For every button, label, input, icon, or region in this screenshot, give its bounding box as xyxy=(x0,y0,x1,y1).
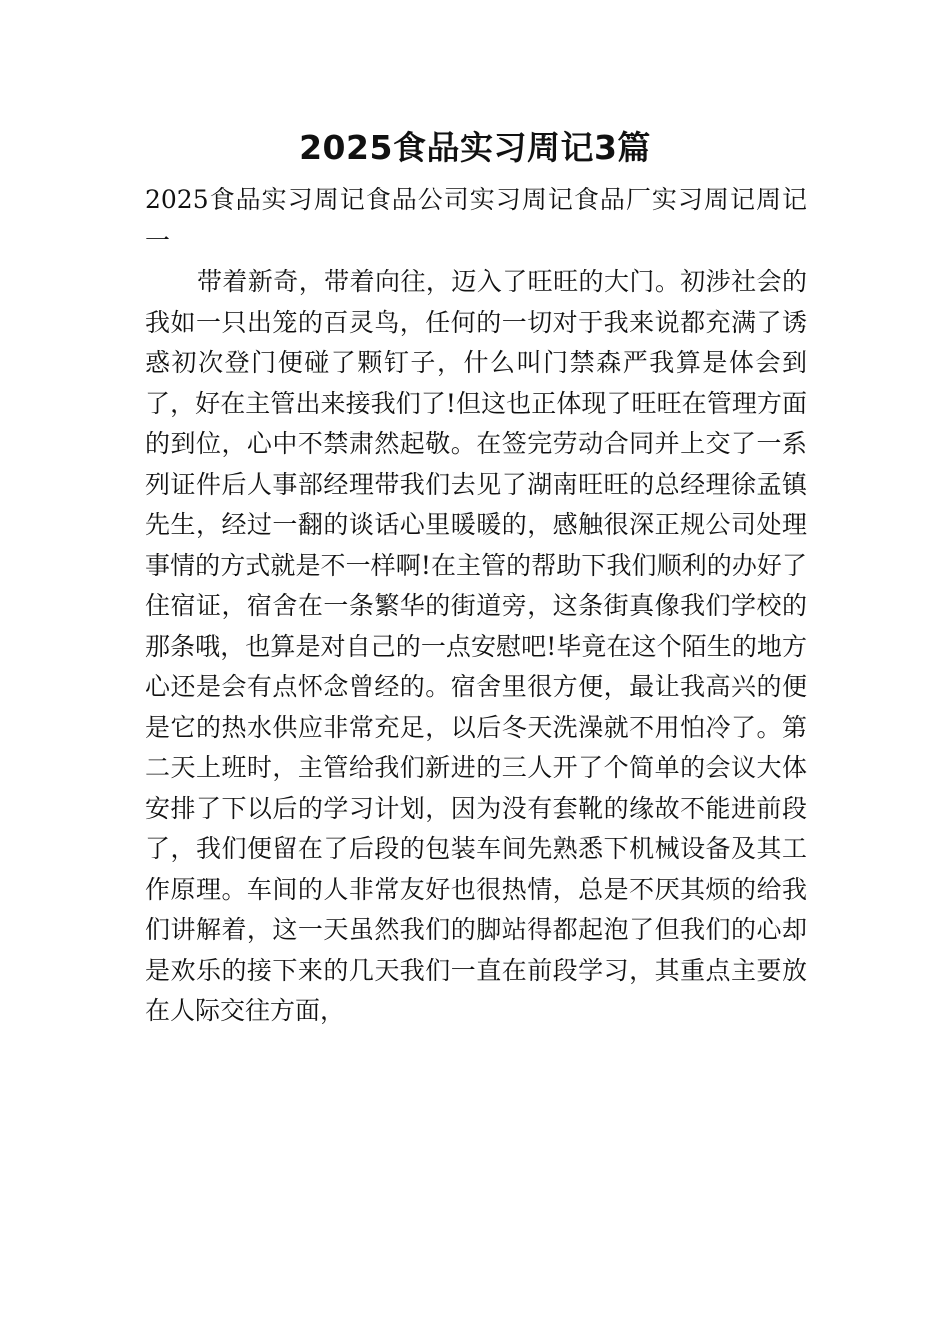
document-subtitle: 2025食品实习周记食品公司实习周记食品厂实习周记周记一 xyxy=(145,185,807,255)
document-title: 2025食品实习周记3篇 xyxy=(299,128,651,167)
body-paragraph: 带着新奇，带着向往，迈入了旺旺的大门。初涉社会的我如一只出笼的百灵鸟，任何的一切对于我来说都充满了诱惑初次登门便碰了颗钉子，什么叫门禁森严我算是体会到了，好在主管出来接我们了!但这也正体现了旺旺在管理方面的到位，心中不禁肃然起敬。在签完劳动合同并上交了一系列证件后人事部经理带我们去见了湖南旺旺的总经理徐孟镇先生，经过一翻的谈话心里暖暖的，感触很深正规公司处理事情的方式就是不一样啊!在主管的帮助下我们顺利的办好了住宿证，宿舍在一条繁华的街道旁，这条街真像我们学校的那条哦，也算是对自己的一点安慰吧!毕竟在这个陌生的地方心还是会有点怀念曾经的。宿舍里很方便，最让我高兴的便是它的热水供应非常充足，以后冬天洗澡就不用怕冷了。第二天上班时，主管给我们新进的三人开了个简单的会议大体安排了下以后的学习计划，因为没有套靴的缘故不能进前段了，我们便留在了后段的包装车间先熟悉下机械设备及其工作原理。车间的人非常友好也很热情，总是不厌其烦的给我们讲解着，这一天虽然我们的脚站得都起泡了但我们的心却是欢乐的接下来的几天我们一直在前段学习，其重点主要放在人际交往方面， xyxy=(145,267,807,1025)
